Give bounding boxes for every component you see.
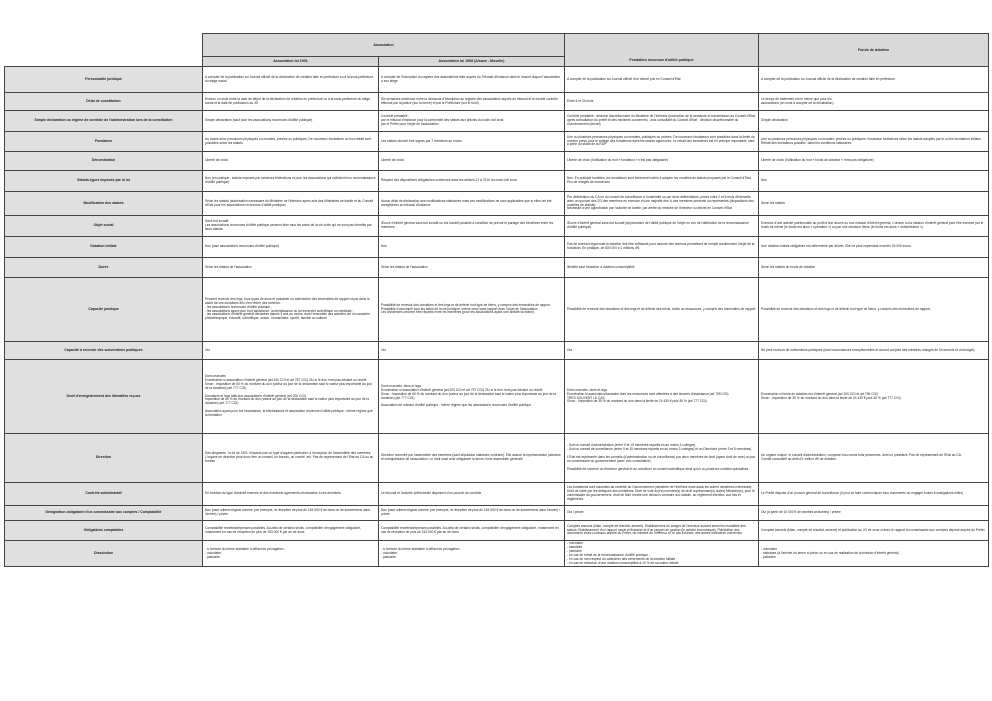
table-row	[5, 237, 989, 258]
table-cell-col4: Selon les statuts	[759, 192, 989, 216]
table-cell-col1: Selon les statuts de l'association	[203, 258, 379, 278]
table-cell-col3: Oui / privée	[565, 506, 759, 521]
table-cell-col3: Dons manuels, dons et legs Exonération si association/fondation dont les ressources sont affectées à des œuvres d'assistance (art 795 CGI) TRES SOUVENT LE CAS Sinon : Imposition de 35 % du montant du don dans la limite de 24 430 € puis 45 % (art 777 CGI)	[565, 360, 759, 434]
table-cell-col1: Sans but lucratif Les associations reconnues d'utilité publique peuvent faire tous les actes de la vie civile qui ne sont pas interdits par leurs statuts.	[203, 216, 379, 237]
table-cell-col4: A compter de la publication au Journal officiel de la déclaration de création faite en préfecture	[759, 67, 989, 93]
table-row	[5, 360, 989, 434]
table-row	[5, 521, 989, 541]
row-label: Personnalité juridique	[5, 67, 203, 93]
table-cell-col3: Pas de montant légal mais la dotation doit être suffisante pour assurer des revenus permettant de remplir durablement l'objet de la fondation. En pratique, de 800 000 à 1 millions d'€.	[565, 237, 759, 258]
table-cell-col1: - à l'arrivée du terme statutaire à défaut de prorogation ; - volontaire - judiciaire	[203, 541, 379, 567]
header-corner	[5, 34, 203, 67]
table-cell-col1: Oui	[203, 342, 379, 360]
table-cell-col3: Une ou plusieurs personnes physiques ou morales, publiques ou privées. De nouveaux fondateurs sont possibles dans la limite du nombre prévu pour le collège des fondateurs dans les statuts approuvés. Le retrait des fondateurs est en principe impossible, sauf à perte du statut de la RUP	[565, 132, 759, 152]
table-cell-col3: - Soit un conseil d'administration (entre 9 et 15 membres répartis en au moins 3 collèges) - Soit un conseil de surveillance (entre 9 et 15 membres répartis en au moins 3 collèges) et un Directoire (entre 3 et 5 membres). L'Etat est représenté dans les conseils (d'administration ou de surveillance) par deux membres de droit (ayant droit de vote) ou par un commissaire du gouvernement (avec voix consultative) Possibilité de nommer un directeur général et de constituer un conseil scientifique ainsi qu'un ou plusieurs comités spécialisés	[565, 434, 759, 483]
row-label: Capacité à recevoir des subventions publiques	[5, 342, 203, 360]
table-cell-col3: Les fondations sont soumises au contrôle du Gouvernement (ministère de l'Intérieur mais aussi les autres ministères intéressés). Droit de visite par les délégués des ministères. Droit de vote du(es) membre(s) de droit représentant(s) du(es) Ministère(s), pour le commissaire du gouvernement, droit de faire rendre une décision contraire aux statuts, au règlement intérieur, aux lois et règlements	[565, 483, 759, 506]
table-row	[5, 342, 989, 360]
table-cell-col4: Comptes annuels (bilan, compte de résultat, annexe) et publication au JO de ceux-ci avec le rapport du commissaire aux comptes déposé auprès du Préfet	[759, 521, 989, 541]
table-cell-col3: Liberté de choix (l'utilisation du mot « fondation » n'est pas obligatoire)	[565, 152, 759, 171]
table-cell-col2: Le tribunal et l'autorité préfectorale disposent d'un pouvoir de contrôle	[379, 483, 565, 506]
table-row	[5, 67, 989, 93]
table-cell-col2: Six semaines maximum entre la demande d'inscription au registre des associations auprès du tribunal et le double contrôle effectué par la justice (sur la forme) et par le Préfecture (sur le fond)	[379, 93, 565, 111]
table-cell-col1: Non (sauf associations reconnues d'utilité publique)	[203, 237, 379, 258]
row-label: Objet social	[5, 216, 203, 237]
table-cell-col2: Contrôle préalable : par le tribunal d'instance pour la conformité des statuts aux articles du code civil local par le Préfet pour l'objet de l'association	[379, 111, 565, 132]
row-label: Dissolution	[5, 541, 203, 567]
table-cell-col2: Non	[379, 237, 565, 258]
row-label: Contrôle administratif	[5, 483, 203, 506]
table-cell-col1: En fonction du type d'activité exercée et des éventuels agréments nécessaires à ces dernières	[203, 483, 379, 506]
row-label: Direction	[5, 434, 203, 483]
table-cell-col2: Possibilité de recevoir des donations et des legs et de détenir tout type de biens, y compris des immeubles de rapport. Possibilité d'accomplir tous les actes de la vie juridique, même ceux sans rapport avec l'objet de l'association Les dividendes peuvent être répartis entre les membres (pour les associations ayant une activité lucrative).	[379, 278, 565, 342]
table-cell-col1: Au moins deux personnes physiques ou morales, privées ou publiques. De nouveaux fondateurs ou leur retrait sont possibles selon les statuts.	[203, 132, 379, 152]
table-row	[5, 152, 989, 171]
table-row	[5, 434, 989, 483]
table-cell-col1: Environ un mois entre la date de dépôt de la déclaration de création en préfecture ou à la sous-préfecture du siège social et la date de publication au JO	[203, 93, 379, 111]
table-row	[5, 258, 989, 278]
table-body	[5, 67, 989, 567]
table-row	[5, 132, 989, 152]
table-cell-col1: Simple déclaration (sauf pour les associations reconnues d'utilité publique)	[203, 111, 379, 132]
table-cell-col4: Possibilité de recevoir des donations et des legs et de détenir tout type de biens, y compris des immeubles de rapport.	[759, 278, 989, 342]
table-cell-col3: Non. En pratique toutefois, les fondateurs sont fortement incités à adopter les modèles de statuts proposés par le Conseil d'Etat. Peu de marges de manœuvre	[565, 171, 759, 192]
table-cell-col2: Dons manuels, dons et legs : Exonération si association d'intérêt général (art 200 CGI et art 757 CGI) OU si le don n'est pas déclaré ou révélé Sinon : Imposition de 60 % du montant du don (valeur au jour de la déclaration sauf si valeur plus importante au jour de la donation) (art 777 CGI) Association de mission d'utilité publique : même régime que les associations reconnues d'utilité publique	[379, 360, 565, 434]
table-cell-col2: Respect des dispositions obligatoires contenues dans les articles 21 à 79-III du code civil local	[379, 171, 565, 192]
table-row	[5, 111, 989, 132]
header-association: Association	[203, 34, 565, 57]
table-cell-col2: Œuvre d'intérêt général sans but lucratif ou but lucratif possible à condition de prévoir le partage des bénéfices entre les membres.	[379, 216, 565, 237]
table-cell-col1: Selon les statuts (autorisation nécessaire du Ministère de l'Intérieur après avis des Ministères de tutelle et du Conseil d'Etat pour les associations reconnues d'utilité publique)	[203, 192, 379, 216]
table-cell-col2: Non (sauf critères légaux comme, par exemple, la réception de plus de 153 000 € de dons ou de subventions dans l'année) / privée	[379, 506, 565, 521]
table-cell-col2: Aucun délai de déclaration des modifications statutaires mais ces modifications ne sont applicables que si elles ont été enregistrées au tribunal d'instance	[379, 192, 565, 216]
table-cell-col4: Un organe unique, le conseil d'administration, composé d'au moins trois personnes, dont un président. Pas de représentant de l'Etat au CA. Comité consultatif au-delà d'1 million d'€ de dotation.	[759, 434, 989, 483]
table-row	[5, 93, 989, 111]
table-cell-col3: Oui	[565, 342, 759, 360]
table-cell-col2: Oui	[379, 342, 565, 360]
table-row	[5, 278, 989, 342]
table-row	[5, 171, 989, 192]
table-cell-col1: Non (sauf critères légaux comme, par exemple, la réception de plus de 153 000 € de dons ou de subventions dans l'année) / privée	[203, 506, 379, 521]
table-cell-col3: Œuvre d'intérêt général sans but lucratif (appréciation de l'utilité publique de l'objet en vue de l'attribution de la reconnaissance d'utilité publique)	[565, 216, 759, 237]
table-cell-col3: Illimitée sauf fondation à dotation consomptible	[565, 258, 759, 278]
table-cell-col4: Ne peut recevoir de subventions publiques (sauf circonstances exceptionnelles et accord conjoint des ministres chargés de l'économie et du budget).	[759, 342, 989, 360]
table-row	[5, 192, 989, 216]
row-label: Dénomination	[5, 152, 203, 171]
table-cell-col1: Non (en pratique : statuts imposés par certaines fédérations et pour les associations qui sollicitent leur reconnaissance d'utilité publique)	[203, 171, 379, 192]
table-cell-col4: Exercice d'une activité patrimoniale au profit d'une œuvre ou une mission d'intérêt général, L'œuvre ou la mission d'intérêt général peut être exercée par le fonds lui-même (le fonds est alors « opérateur ») ou par une structure tierce (le fonds est alors « redistributeur »).	[759, 216, 989, 237]
table-cell-col4: Une ou plusieurs personnes physiques ou morales, privées ou publiques. Nouveaux fondateurs selon les statuts adoptés par le ou les fondateurs initiaux. Retrait des fondateurs possible, dans les conditions statutaires.	[759, 132, 989, 152]
table-cell-col3: A compter de la publication au Journal officiel d'un décret pris en Conseil d'Etat	[565, 67, 759, 93]
table-cell-col1: Peuvent recevoir des legs, tous types de dons et posséder ou administrer des immeubles de rapport reçus dans le cadre de ces donations afin d'en retirer des revenus : - les associations reconnues d'utilité publique ; - les associations ayant pour but l'assistance, la bienfaisance ou la recherche scientifique ou médicale ; - les associations d'intérêt général déclarées depuis 3 ans au moins, dont l'ensemble des activités ont un caractère philanthropique, éducatif, scientifique, social , humanitaire, sportif, familial ou culturel	[203, 278, 379, 342]
header-assoc-1908: Association loi 1908 (Alsace - Moselle)	[379, 57, 565, 67]
row-label: Droit d'enregistrement des libéralités reçues	[5, 360, 203, 434]
table-cell-col4: Liberté de choix (l'utilisation du mot « fonds de dotation » n'est pas obligatoire)	[759, 152, 989, 171]
table-cell-col2: - à l'arrivée du terme statutaire à défaut de prorogation - volontaire - judiciaire	[379, 541, 565, 567]
table-cell-col3: Possibilité de recevoir des donations et des legs et de détenir des biens, droits ou ressources, y compris des immeubles de rapport	[565, 278, 759, 342]
table-cell-col1: Liberté de choix	[203, 152, 379, 171]
table-cell-col4: Exonération si fonds de dotation est d'intérêt général (art 200 CGI et art 795 CGI) Sinon : Imposition de 35 % du montant du don dans la limite de 24 430 € puis 45 % (art 777 CGI)	[759, 360, 989, 434]
table-row	[5, 216, 989, 237]
table-cell-col4: Le Préfet dispose d'un pouvoir général de surveillance (il peut se faire communiquer tous documents ou engager toutes investigations utiles)	[759, 483, 989, 506]
table-cell-col3: Comptes annuels (bilan, compte de résultat, annexe). Etablissement du budget de l'exercice suivant selon les modalités des statuts. Etablissement d'un rapport moral et financier et d'un rapport de gestion (le activité économique). Publication des documents visés ci-dessus auprès du Préfet, du ministre de l'intérieur et, le cas échéant, des autres ministères concernés	[565, 521, 759, 541]
header-assoc-1901: Association loi 1901	[203, 57, 379, 67]
table-cell-col4: Simple déclaration	[759, 111, 989, 132]
table-row	[5, 483, 989, 506]
table-cell-col2: Liberté de choix	[379, 152, 565, 171]
header-fondation: Fondation reconnue d'utilité publique	[565, 34, 759, 67]
comparison-table-container	[4, 33, 988, 567]
row-label: Obligations comptables	[5, 521, 203, 541]
table-cell-col1: Des dirigeants ; la loi de 1901 n'impose pas un type d'organe particulier, à l'exception de l'assemblée des membres. L'organe de direction peut donc être un conseil, un bureau, un comité, etc. Pas de représentant de l'Etat au CA ou au bureau	[203, 434, 379, 483]
table-cell-col2: A compter de l'inscription au registre des associations faite auprès du Tribunal d'Instance dans le ressort duquel l'association a son siège	[379, 67, 565, 93]
table-row	[5, 541, 989, 567]
row-label: Modification des statuts	[5, 192, 203, 216]
table-cell-col2: Direction nommée par l'assemblée des membres (sauf stipulation statutaire contraire). Elle assure la représentation judiciaire et extrajudiciaire de l'association. Le droit local rend obligatoire la tenue d'une assemblée générale	[379, 434, 565, 483]
table-cell-col3: Par délibération du CA ou du conseil de surveillance à l'unanimité ou par deux délibérations, prises entre 2 et 6 mois d'intervalle, avec un quorum des 2/3 des membres en exercice et une majorité des ¾ des membres présents ou représentés (dispositions des modèles de statuts). Nécessité d'une approbation par l'autorité de tutelle, par arrêté du ministre de l'intérieur ou décret en Conseil d'Etat	[565, 192, 759, 216]
table-cell-col4: Non	[759, 171, 989, 192]
table-cell-col2: Selon les statuts de l'association	[379, 258, 565, 278]
table-cell-col4: Oui (à partir de 10 000 € de recettes annuelles) / privée	[759, 506, 989, 521]
table-cell-col4: Le temps de traitement est le même que pour les associations (un mois à compter de la déclaration).	[759, 93, 989, 111]
row-label: Simple déclaration ou régime de contrôle de l'administration lors de la constitution	[5, 111, 203, 132]
table-cell-col4: - volontaire - statutaire (à l'arrivée du terme si prévu ou en cas de réalisation de la mission d'intérêt général) - judiciaire	[759, 541, 989, 567]
table-cell-col4: Une dotation initiale obligatoire est déterminée par décret. Elle ne peut cependant excéder 30 000 euros.	[759, 237, 989, 258]
table-row	[5, 506, 989, 521]
comparison-table	[4, 33, 989, 567]
row-label: Fondateur	[5, 132, 203, 152]
table-cell-col3: Contrôle préalable : décision discrétionnaire du Ministère de l'Intérieur (instruction de la demande et transmission au Conseil d'Etat après consultation du préfet et des ministres concernés) ; avis consultatif du Conseil d'Etat ; décision discrétionnaire du Gouvernement (décret)	[565, 111, 759, 132]
table-cell-col3: - volontaire - statutaire - judiciaire - en cas de retrait de la reconnaissance d'utilité publique ; - en cas de non-respect du calendrier des versements de la dotation initiale ; - en cas de réduction d'une dotation consomptible à 10 % de sa valeur initiale	[565, 541, 759, 567]
row-label: Statuts-types imposés par la loi	[5, 171, 203, 192]
table-cell-col2: Les statuts doivent être signés par 7 membres au moins	[379, 132, 565, 152]
table-cell-col1: Comptabilité recettes/dépenses possibles. Au-delà de certains seuils, comptabilité d'engagement obligatoire, notamment en cas de réception de plus de 153 000 € par an de dons	[203, 521, 379, 541]
table-cell-col1: Dons manuels Exonération si association d'intérêt général (art 200 CGI et art 757 CGI) OU si le don n'est pas déclaré ou révélé Sinon : Imposition de 60 % du montant du don (valeur au jour de la déclaration sauf si valeur plus importante au jour de la donation) (art 777 CGI) Donations et legs faits aux associations d'intérêt général (art 200 CGI) Imposition de 60 % du montant du don (valeur au jour de la déclaration sauf si valeur plus importante au jour de la donation) (art 777 CGI) Association ayant pour but l'assistance, la bienfaisance et association reconnue d'utilité publique : même régime que la fondation	[203, 360, 379, 434]
table-cell-col1: A compter de la publication au Journal officiel de la déclaration de création faite en préfecture ou à la sous-préfecture du siège social	[203, 67, 379, 93]
row-label: Durée	[5, 258, 203, 278]
table-cell-col2: Comptabilité recettes/dépenses possibles. Au-delà de certains seuils, comptabilité d'engagement obligatoire, notamment en cas de réception de plus de 153 000 € par an de dons	[379, 521, 565, 541]
table-cell-col4: Selon les statuts du fonds de dotation	[759, 258, 989, 278]
table-cell-col3: Entre 6 et 24 mois	[565, 93, 759, 111]
row-label: Dotation initiale	[5, 237, 203, 258]
row-label: Capacité juridique	[5, 278, 203, 342]
row-label: Désignation obligatoire d'un commissaire aux comptes / Comptabilité	[5, 506, 203, 521]
header-fonds-dotation: Fonds de dotation	[759, 34, 989, 67]
row-label: Délai de constitution	[5, 93, 203, 111]
